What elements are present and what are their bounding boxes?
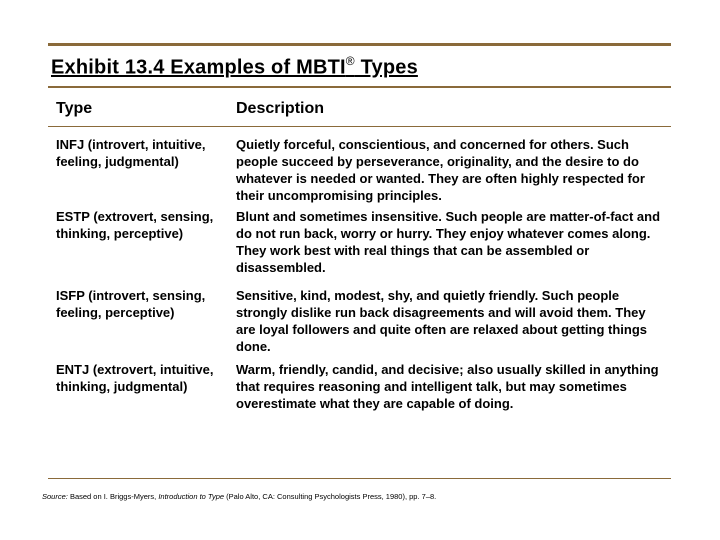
bottom-rule xyxy=(48,478,671,479)
column-header-type: Type xyxy=(56,100,93,117)
description-cell: Warm, friendly, candid, and decisive; also usually skilled in anything that requires reasoning and intelligent talk, but may sometimes overestimate what they are capable of doing. xyxy=(236,362,659,411)
title-text: Exhibit 13.4 Examples of MBTI xyxy=(51,56,346,79)
source-note xyxy=(42,492,436,501)
source-prefix: Based on I. Briggs-Myers, xyxy=(67,492,159,501)
description-cell: Sensitive, kind, modest, shy, and quietly friendly. Such people strongly dislike run back disagreements and will avoid them. They are loyal followers and quite often are relaxed about getting things done. xyxy=(236,288,648,354)
source-suffix: (Palo Alto, CA: Consulting Psychologists Press, 1980), pp. 7–8. xyxy=(224,492,437,501)
title-suffix: Types xyxy=(354,56,418,79)
title-rule xyxy=(48,86,671,88)
description-cell: Quietly forceful, conscientious, and concerned for others. Such people succeed by perseverance, originality, and the desire to do whatever is needed or wanted. They are often highly respected for their uncompromising principles. xyxy=(236,137,645,203)
column-header-description: Description xyxy=(236,100,325,117)
type-cell: ENTJ (extrovert, intuitive, thinking, judgmental) xyxy=(56,362,214,394)
source-book-title: Introduction to Type xyxy=(158,492,225,501)
header-rule xyxy=(48,126,671,127)
source-label: Source: xyxy=(42,492,68,501)
type-cell: ESTP (extrovert, sensing, thinking, perceptive) xyxy=(56,209,214,241)
description-cell: Blunt and sometimes insensitive. Such people are matter-of-fact and do not run back, worry or hurry. They enjoy whatever comes along. They work best with real things that can be assembled or disassembled. xyxy=(236,209,661,275)
type-cell: ISFP (introvert, sensing, feeling, perceptive) xyxy=(56,288,206,320)
page-title xyxy=(51,55,418,80)
type-cell: INFJ (introvert, intuitive, feeling, judgmental) xyxy=(56,137,206,169)
registered-mark: ® xyxy=(345,54,355,68)
top-rule xyxy=(48,43,671,46)
